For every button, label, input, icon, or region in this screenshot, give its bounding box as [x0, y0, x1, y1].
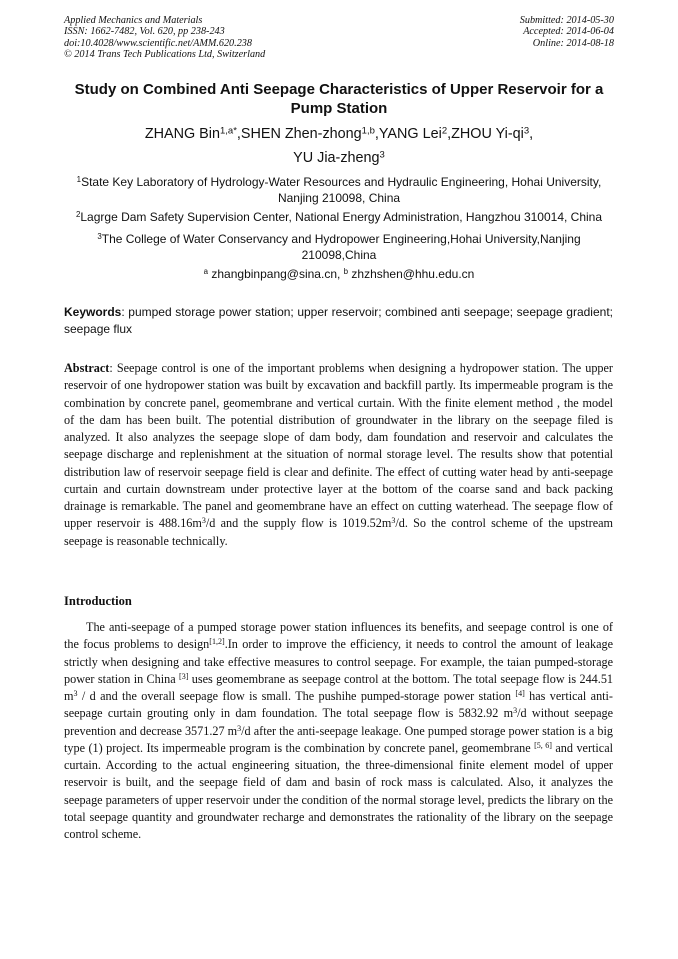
online-date: Online: 2014-08-18: [532, 37, 614, 49]
issn-line: ISSN: 1662-7482, Vol. 620, pp 238-243: [64, 26, 225, 38]
dates-info: [520, 15, 614, 49]
intro-text: uses geomembrane as seepage control at the bottom. The total seepage flow is 244.51 m: [64, 671, 614, 703]
accepted-date: Accepted: 2014-06-04: [523, 26, 614, 38]
affiliation-1: [60, 174, 618, 206]
author-name: ,YANG Lei: [374, 126, 442, 142]
affil-text: State Key Laboratory of Hydrology-Water Resources and Hydraulic Engineering, Hohai University, Nanjing 210098, China: [81, 175, 602, 205]
affil-mark: 1: [76, 175, 82, 185]
intro-text: /d without seepage prevention and decrease 3571.27 m: [64, 706, 613, 738]
author-name: ,ZHOU Yi-qi: [447, 126, 524, 142]
intro-text: .In order to improve the efficiency, it needs to control the amount of leakage strictly when designing and take effective measures to control seepage. For example, the taian pumped-storage power station in China: [64, 637, 613, 686]
keywords-block: [64, 304, 613, 338]
citation-ref[interactable]: [3]: [179, 671, 189, 681]
introduction-heading: Introduction: [64, 594, 132, 608]
email-a[interactable]: zhangbinpang@sina.cn,: [208, 267, 344, 281]
author-separator: ,: [529, 126, 534, 142]
citation-ref[interactable]: [4]: [515, 688, 525, 698]
unit-superscript: 3: [237, 723, 242, 733]
email-mark: a: [203, 267, 209, 277]
keywords-text: : pumped storage power station; upper reservoir; combined anti seepage; seepage gradient; seepage flux: [64, 305, 613, 336]
abstract-text: /d and the supply flow is 1019.52m: [205, 516, 392, 531]
author-affil-mark: 3: [523, 125, 530, 137]
unit-superscript: 3: [513, 706, 518, 716]
author-line-2: [60, 146, 618, 170]
affil-text: Lagrge Dam Safety Supervision Center, National Energy Administration, Hangzhou 310014, China: [80, 210, 603, 224]
abstract-label: Abstract: [64, 361, 110, 375]
citation-ref[interactable]: [1,2]: [209, 637, 225, 647]
submitted-date: Submitted: 2014-05-30: [519, 15, 614, 26]
intro-text: The anti-seepage of a pumped storage power station influences its benefits, and seepage control is one of the focus problems to design: [64, 620, 613, 652]
email-line: [60, 266, 618, 282]
unit-superscript: 3: [391, 516, 396, 526]
citation-ref[interactable]: [5, 6]: [534, 740, 552, 750]
email-b[interactable]: zhzhshen@hhu.edu.cn: [348, 267, 475, 281]
affiliation-2: [60, 209, 618, 225]
author-affil-mark: 2: [441, 125, 448, 137]
author-line-1: [60, 122, 618, 146]
author-affil-mark: 3: [379, 149, 385, 161]
paper-title: Study on Combined Anti Seepage Characteristics of Upper Reservoir for a Pump Station: [74, 81, 604, 117]
copyright-line: © 2014 Trans Tech Publications Ltd, Switzerland: [64, 49, 266, 61]
journal-info: [64, 15, 265, 61]
intro-text: and vertical curtain. According to the actual engineering situation, the three-dimensional finite element model of upper reservoir is built, and the seepage field of dam and basin of rock mass is calculated. Also, it analyzes the seepage parameters of upper reservoir under the condition of the normal storage level, predicts the library on the total seepage quantity and groundwater recharge and demonstrates the rationality of the library on the seepage control scheme.: [64, 740, 614, 841]
author-list: [60, 122, 618, 170]
abstract-block: [64, 360, 613, 550]
author-name: ,SHEN Zhen-zhong: [236, 126, 362, 142]
keywords-label: Keywords: [64, 305, 122, 319]
intro-text: / d and the overall seepage flow is small. The pushihe pumped-storage power station: [77, 689, 516, 703]
abstract-text: /d. So the control scheme of the upstream seepage is reasonable technically.: [64, 516, 614, 548]
affil-mark: 3: [97, 232, 102, 242]
author-name: ZHANG Bin: [144, 126, 220, 142]
affil-text: The College of Water Conservancy and Hydropower Engineering,Hohai University,Nanjing 210098,China: [101, 232, 581, 262]
author-name: YU Jia-zheng: [293, 150, 380, 166]
author-affil-mark: 1,b: [361, 125, 375, 137]
intro-text: has vertical anti-seepage curtain grouting only in dam foundation. The total seepage flow is 5832.92 m: [64, 689, 613, 721]
introduction-paragraph: [64, 619, 613, 843]
intro-text: /d after the anti-seepage leakage. One pumped storage power station is a big type (1) project. Its impermeable program is the combination by concrete panel, geomembrane: [64, 723, 614, 755]
journal-name: Applied Mechanics and Materials: [64, 15, 203, 26]
unit-superscript: 3: [201, 516, 206, 526]
email-mark: b: [343, 267, 349, 277]
unit-superscript: 3: [73, 688, 78, 698]
abstract-text: : Seepage control is one of the important problems when designing a hydropower station. The upper reservoir of one hydropower station was built by excavation and backfill partly. Its impermeable program is the combination by concrete panel, geomembrane and vertical curtain. With the finite element method , the model of the dam has been built. The potential distribution of groundwater in the library on the seepage filed is analyzed. It also analyzes the seepage slope of dam body, dam foundation and reservoir and calculates the seepage discharge and replenishment at the situation of normal storage level. The results show that potential distribution law of reservoir seepage field is clear and definite. The effect of cutting water head by anti-seepage curtain and curtain downstream under protective layer at the bottom of the coarse sand and back packing drainage is remarkable. The panel and geomembrane have an effect on cutting waterhead. The seepage flow of upper reservoir is 488.16m: [64, 361, 613, 531]
author-affil-mark: 1,a*: [219, 125, 237, 137]
doi-line[interactable]: doi:10.4028/www.scientific.net/AMM.620.238: [64, 37, 252, 49]
affil-mark: 2: [75, 210, 81, 220]
affiliation-3: [60, 231, 618, 263]
